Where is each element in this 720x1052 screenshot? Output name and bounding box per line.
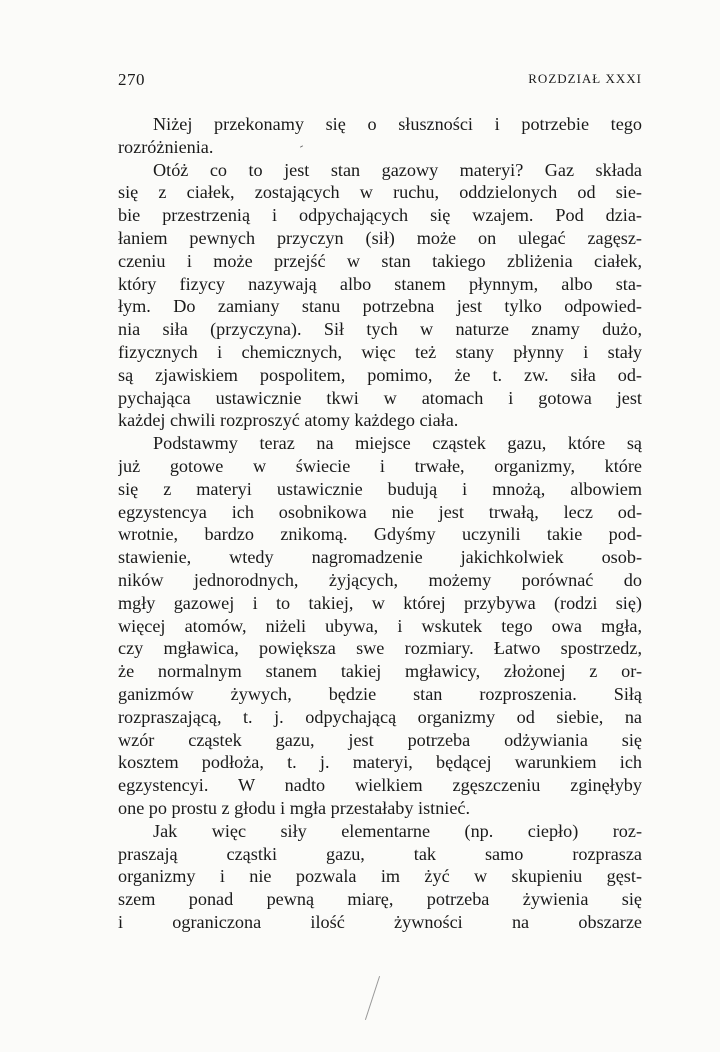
text-line: fizycznych i chemicznych, więc też stany płynny i stały (118, 341, 642, 362)
text-line: stawienie, wtedy nagromadzenie jakichkolwiek osob- (118, 547, 642, 568)
text-line: mgły gazowej i to takiej, w której przybywa (rodzi się) (118, 592, 642, 613)
text-line: rozpraszającą, t. j. odpychającą organizmy od siebie, na (118, 706, 642, 727)
text-line: każdej chwili rozproszyć atomy każdego ciała. (118, 410, 459, 431)
text-line: egzystencya ich osobnikowa nie jest trwałą, lecz od- (118, 501, 642, 522)
text-line: i ograniczona ilość żywności na obszarze (118, 911, 642, 932)
text-line: szem ponad pewną miarę, potrzeba żywienia się (118, 889, 642, 910)
text-line: się z ciałek, zostających w ruchu, oddzielonych od sie- (118, 182, 642, 203)
page-number: 270 (118, 70, 145, 89)
text-line: się z materyi ustawicznie budują i mnożą, albowiem (118, 478, 642, 499)
text-line: rozróżnienia. (118, 136, 214, 157)
text-line: który fizycy nazywają albo stanem płynnym, albo sta- (118, 273, 642, 294)
text-line: one po prostu z głodu i mgła przestałaby istnieć. (118, 797, 471, 818)
text-line: Otóż co to jest stan gazowy materyi? Gaz składa (153, 159, 642, 180)
text-line: już gotowe w świecie i trwałe, organizmy, które (118, 455, 642, 476)
text-line: bie przestrzenią i odpychających się wzajem. Pod dzia- (118, 205, 642, 226)
text-line: nia siła (przyczyna). Sił tych w naturze znamy dużo, (118, 319, 642, 340)
page-body-text (118, 113, 642, 934)
text-line: egzystencyi. W nadto wielkiem zgęszczeniu zginęłyby (118, 775, 642, 796)
scan-mark (365, 976, 380, 1020)
text-line: praszają cząstki gazu, tak samo rozprasza (118, 843, 642, 864)
text-line: organizmy i nie pozwala im żyć w skupieniu gęst- (118, 866, 642, 887)
text-line: ganizmów żywych, będzie stan rozproszenia. Siłą (118, 683, 642, 704)
text-line: Niżej przekonamy się o słuszności i potrzebie tego (153, 114, 642, 134)
text-line: więcej atomów, niżeli ubywa, i wskutek tego owa mgła, (118, 615, 642, 636)
text-line: Podstawmy teraz na miejsce cząstek gazu, które są (153, 433, 642, 454)
text-line: łym. Do zamiany stanu potrzebna jest tylko odpowied- (118, 296, 642, 317)
text-line: łaniem pewnych przyczyn (sił) może on ulegać zagęsz- (118, 227, 642, 248)
text-line: pychająca ustawicznie tkwi w atomach i gotowa jest (118, 387, 642, 408)
text-line: są zjawiskiem pospolitem, pomimo, że t. zw. siła od- (118, 364, 642, 385)
text-line: że normalnym stanem takiej mgławicy, złożonej z or- (118, 661, 642, 682)
text-line: czy mgławica, powiększa swe rozmiary. Łatwo spostrzedz, (118, 638, 642, 659)
text-line: ników jednorodnych, żyjących, możemy porównać do (118, 569, 642, 590)
text-line: Jak więc siły elementarne (np. ciepło) roz- (153, 820, 642, 841)
text-line: wzór cząstek gazu, jest potrzeba odżywiania się (118, 729, 642, 750)
text-line: wrotnie, bardzo znikomą. Gdyśmy uczynili takie pod- (118, 524, 642, 545)
text-line: kosztem podłoża, t. j. materyi, będącej warunkiem ich (118, 752, 642, 773)
running-title: ROZDZIAŁ XXXI (528, 71, 642, 86)
text-line: czeniu i może przejść w stan takiego zbliżenia ciałek, (118, 250, 642, 271)
